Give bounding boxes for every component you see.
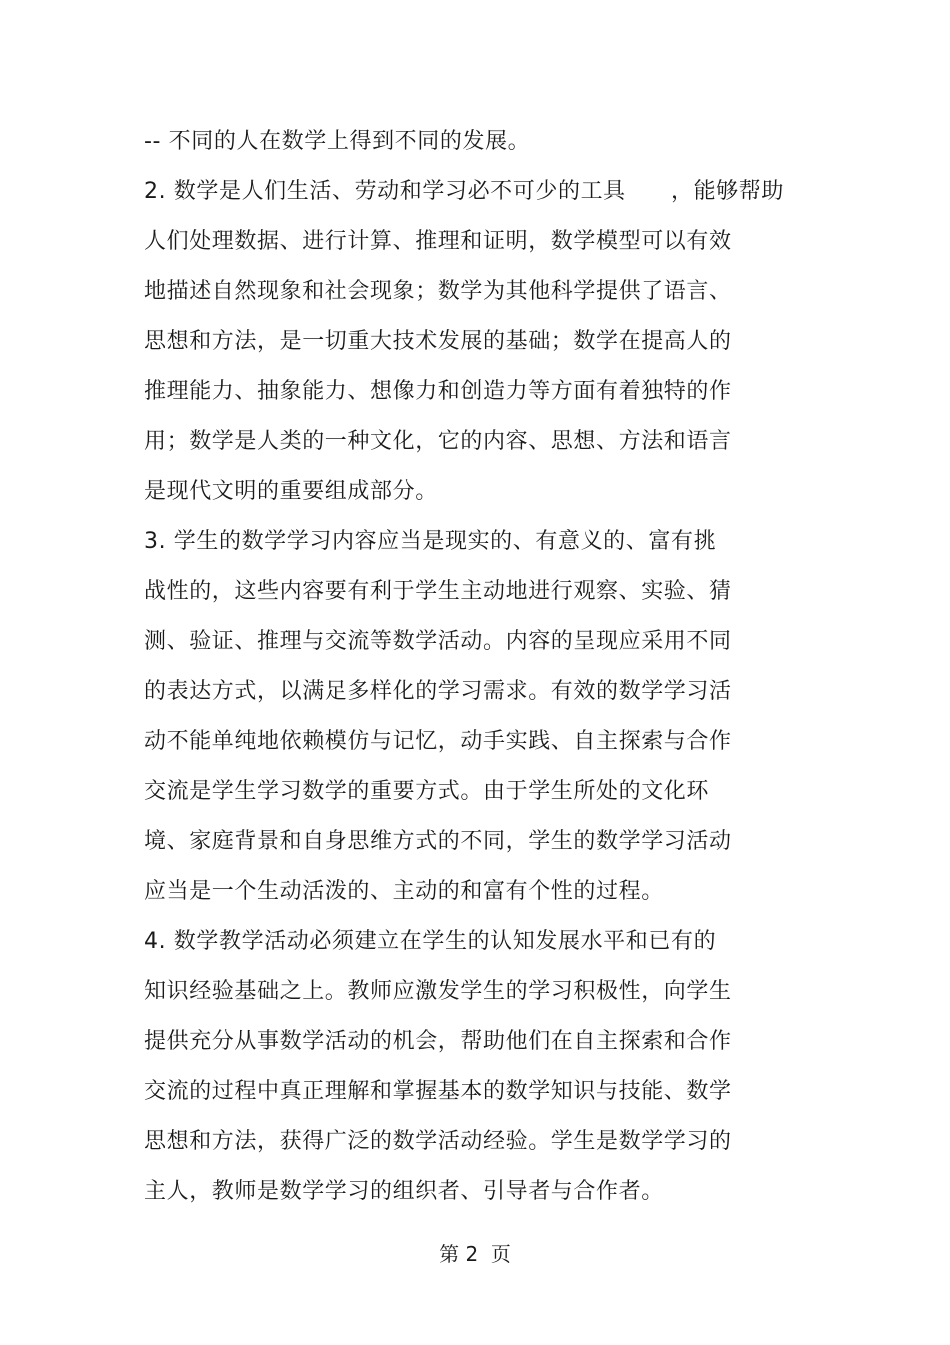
text-line: -- 不同的人在数学上得到不同的发展。 xyxy=(144,129,531,154)
text-line: 是现代文明的重要组成部分。 xyxy=(144,479,438,504)
text-line: 境、家庭背景和自身思维方式的不同，学生的数学学习活动 xyxy=(144,829,732,854)
text-line: 地描述自然现象和社会现象；数学为其他科学提供了语言、 xyxy=(144,279,732,304)
text-line: 3. 学生的数学学习内容应当是现实的、有意义的、富有挑 xyxy=(144,529,717,554)
text-line: 主人，教师是数学学习的组织者、引导者与合作者。 xyxy=(144,1179,664,1204)
text-line: 的表达方式，以满足多样化的学习需求。有效的数学学习活 xyxy=(144,679,732,704)
text-line: 思想和方法，获得广泛的数学活动经验。学生是数学学习的 xyxy=(144,1129,732,1154)
text-line: 思想和方法，是一切重大技术发展的基础；数学在提高人的 xyxy=(144,329,732,354)
text-line: 动不能单纯地依赖模仿与记忆，动手实践、自主探索与合作 xyxy=(144,729,732,754)
text-line: 2. 数学是人们生活、劳动和学习必不可少的工具 ，能够帮助 xyxy=(144,179,784,204)
text-line: 知识经验基础之上。教师应激发学生的学习积极性，向学生 xyxy=(144,979,732,1004)
text-line: 人们处理数据、进行计算、推理和证明，数学模型可以有效 xyxy=(144,229,732,254)
text-line: 交流是学生学习数学的重要方式。由于学生所处的文化环 xyxy=(144,779,710,804)
text-line: 提供充分从事数学活动的机会，帮助他们在自主探索和合作 xyxy=(144,1029,732,1054)
page-number: 第 2 页 xyxy=(439,1242,511,1266)
text-line: 应当是一个生动活泼的、主动的和富有个性的过程。 xyxy=(144,879,664,904)
text-line: 4. 数学教学活动必须建立在学生的认知发展水平和已有的 xyxy=(144,929,717,954)
text-line: 交流的过程中真正理解和掌握基本的数学知识与技能、数学 xyxy=(144,1079,732,1104)
text-line: 推理能力、抽象能力、想像力和创造力等方面有着独特的作 xyxy=(144,379,732,404)
text-line: 用；数学是人类的一种文化，它的内容、思想、方法和语言 xyxy=(144,429,732,454)
text-line: 战性的，这些内容要有利于学生主动地进行观察、实验、猜 xyxy=(144,579,732,604)
text-line: 测、验证、推理与交流等数学活动。内容的呈现应采用不同 xyxy=(144,629,732,654)
